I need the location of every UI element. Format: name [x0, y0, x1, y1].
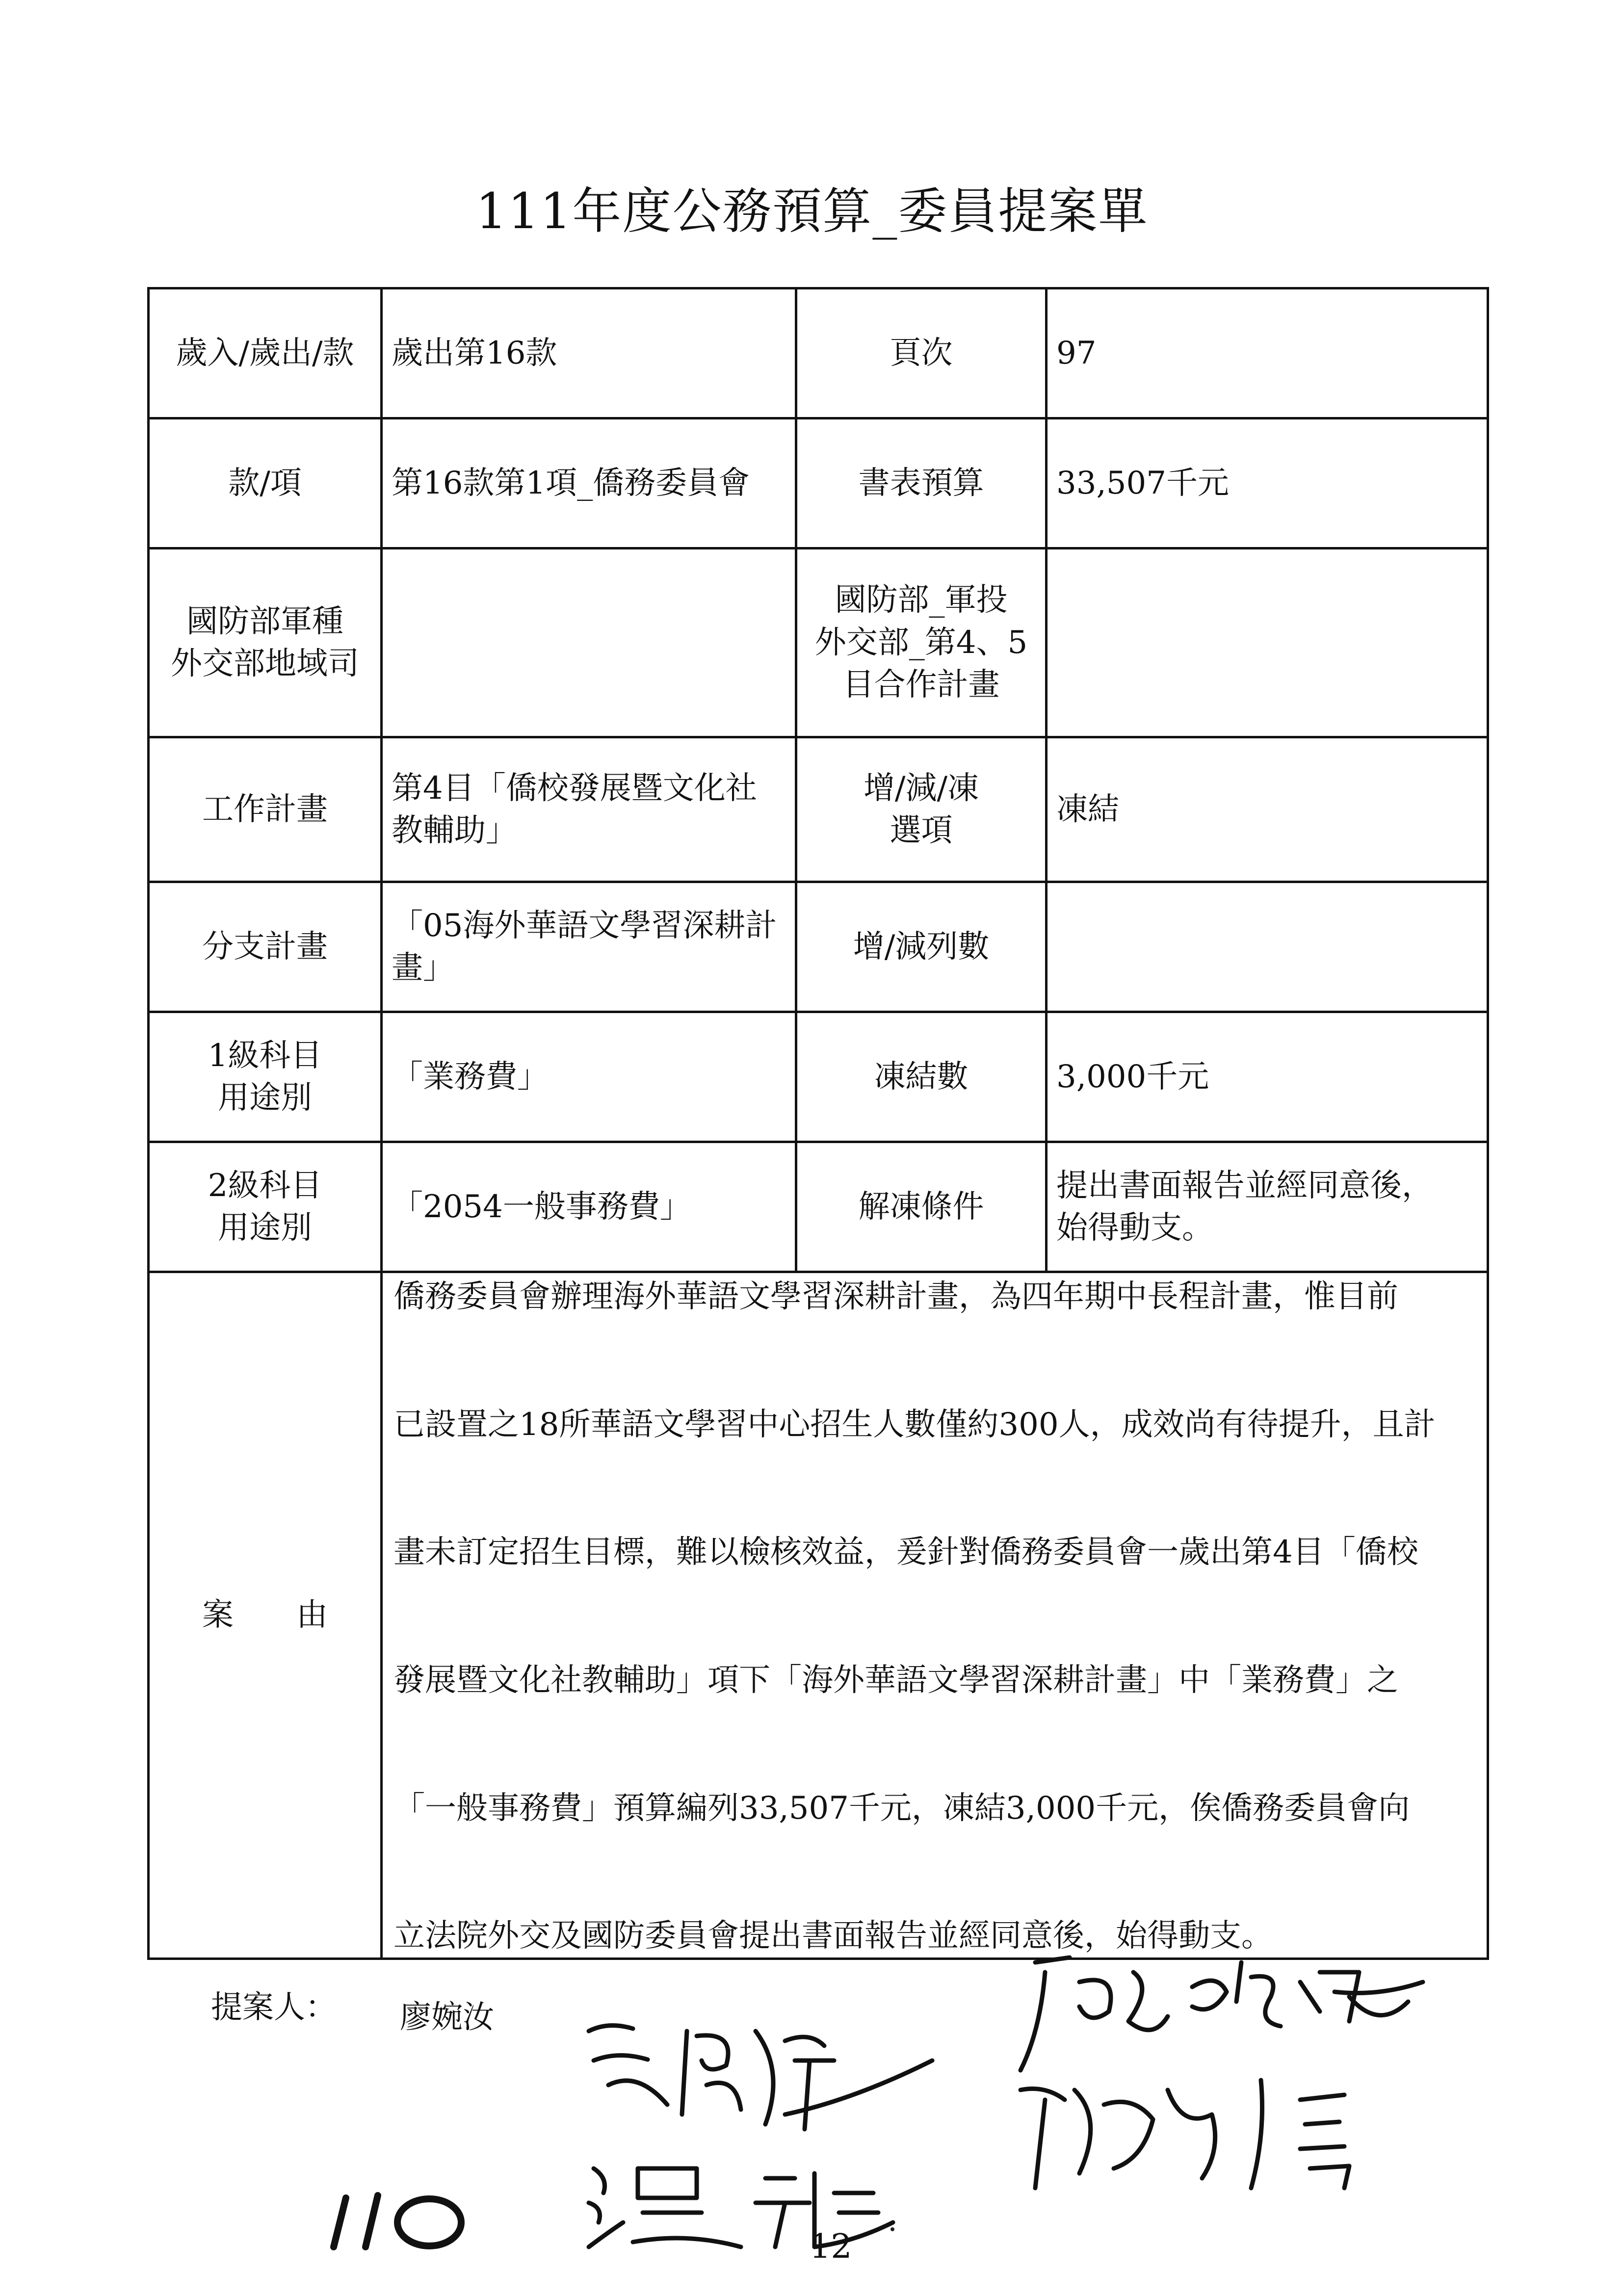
cell-label: 書表預算 [796, 418, 1047, 548]
cell-value [382, 882, 796, 1012]
cell-label [796, 737, 1047, 882]
cell-value-line: 「05海外華語文學習深耕計 [392, 907, 777, 944]
cell-value-line: 第4目「僑校發展暨文化社 [392, 770, 757, 807]
cell-label: 歲入/歲出/款 [149, 288, 382, 418]
table-row [149, 1142, 1488, 1272]
handwritten-signature [579, 2002, 1021, 2149]
table-row [149, 548, 1488, 737]
reason-content [382, 1272, 1488, 1959]
table-row [149, 737, 1488, 882]
table-row [149, 882, 1488, 1012]
cell-value-line: 提出書面報告並經同意後， [1056, 1167, 1433, 1204]
table-row [149, 1012, 1488, 1142]
cell-value: 97 [1047, 288, 1488, 418]
cell-label [149, 548, 382, 737]
proposer-label: 提案人： [211, 1989, 337, 2026]
cell-label-line: 目合作計畫 [842, 667, 1000, 704]
reason-line: 已設置之18所華語文學習中心招生人數僅約300人，成效尚有待提升，且計 [393, 1406, 1436, 1443]
proposal-form-table [147, 287, 1489, 1960]
cell-label: 頁次 [796, 288, 1047, 418]
cell-value-line: 畫」 [392, 950, 454, 986]
cell-value [1047, 882, 1488, 1012]
cell-label: 工作計畫 [149, 737, 382, 882]
cell-value: 第16款第1項_僑務委員會 [382, 418, 796, 548]
scan-speck [891, 2227, 894, 2231]
cell-value [1047, 1142, 1488, 1272]
cell-value-line: 始得動支。 [1056, 1210, 1213, 1246]
reason-line: 畫未訂定招生目標，難以檢核效益，爰針對僑務委員會一歲出第4目「僑校 [393, 1534, 1418, 1571]
cell-label: 解凍條件 [796, 1142, 1047, 1272]
cell-label-line: 外交部地域司 [171, 646, 359, 682]
handwritten-signature [579, 2149, 922, 2257]
reason-line: 「一般事務費」預算編列33,507千元，凍結3,000千元，俟僑務委員會向 [393, 1790, 1410, 1826]
cell-label-line: 國防部_軍投 [835, 582, 1008, 619]
cell-value: 歲出第16款 [382, 288, 796, 418]
cell-label-line: 選項 [890, 812, 953, 849]
cell-label-line: 外交部_第4、5 [814, 624, 1028, 661]
reason-line: 立法院外交及國防委員會提出書面報告並經同意後，始得動支。 [393, 1918, 1273, 1955]
cell-value [382, 548, 796, 737]
cell-label-line: 用途別 [218, 1080, 312, 1116]
reason-line: 發展暨文化社教輔助」項下「海外華語文學習深耕計畫」中「業務費」之 [393, 1662, 1398, 1698]
cell-label-line: 用途別 [218, 1210, 312, 1246]
cell-label-line: 2級科目 [208, 1167, 322, 1204]
cell-label-line: 1級科目 [208, 1037, 322, 1074]
table-row-reason [149, 1272, 1488, 1959]
proposer-name: 廖婉汝 [400, 1999, 494, 2035]
cell-value-line: 教輔助」 [392, 812, 517, 849]
table-row [149, 288, 1488, 418]
cell-label-line: 國防部軍種 [186, 603, 343, 640]
handwritten-signature [1006, 2061, 1447, 2198]
cell-value [1047, 548, 1488, 737]
cell-value [382, 737, 796, 882]
cell-label: 增/減列數 [796, 882, 1047, 1012]
cell-label: 分支計畫 [149, 882, 382, 1012]
cell-value: 3,000千元 [1047, 1012, 1488, 1142]
document-title: 111年度公務預算_委員提案單 [475, 183, 1149, 240]
table-row [149, 418, 1488, 548]
cell-value: 凍結 [1047, 737, 1488, 882]
cell-label [796, 548, 1047, 737]
page-number: 12 [810, 2227, 852, 2266]
cell-value: 33,507千元 [1047, 418, 1488, 548]
handwritten-number [324, 2178, 471, 2257]
cell-label: 款/項 [149, 418, 382, 548]
cell-value: 「業務費」 [382, 1012, 796, 1142]
reason-label: 案 由 [149, 1272, 382, 1959]
cell-label [149, 1142, 382, 1272]
reason-line: 僑務委員會辦理海外華語文學習深耕計畫，為四年期中長程計畫，惟目前 [393, 1278, 1398, 1315]
cell-label [149, 1012, 382, 1142]
cell-value: 「2054一般事務費」 [382, 1142, 796, 1272]
cell-label: 凍結數 [796, 1012, 1047, 1142]
cell-label-line: 增/減/凍 [863, 770, 979, 807]
